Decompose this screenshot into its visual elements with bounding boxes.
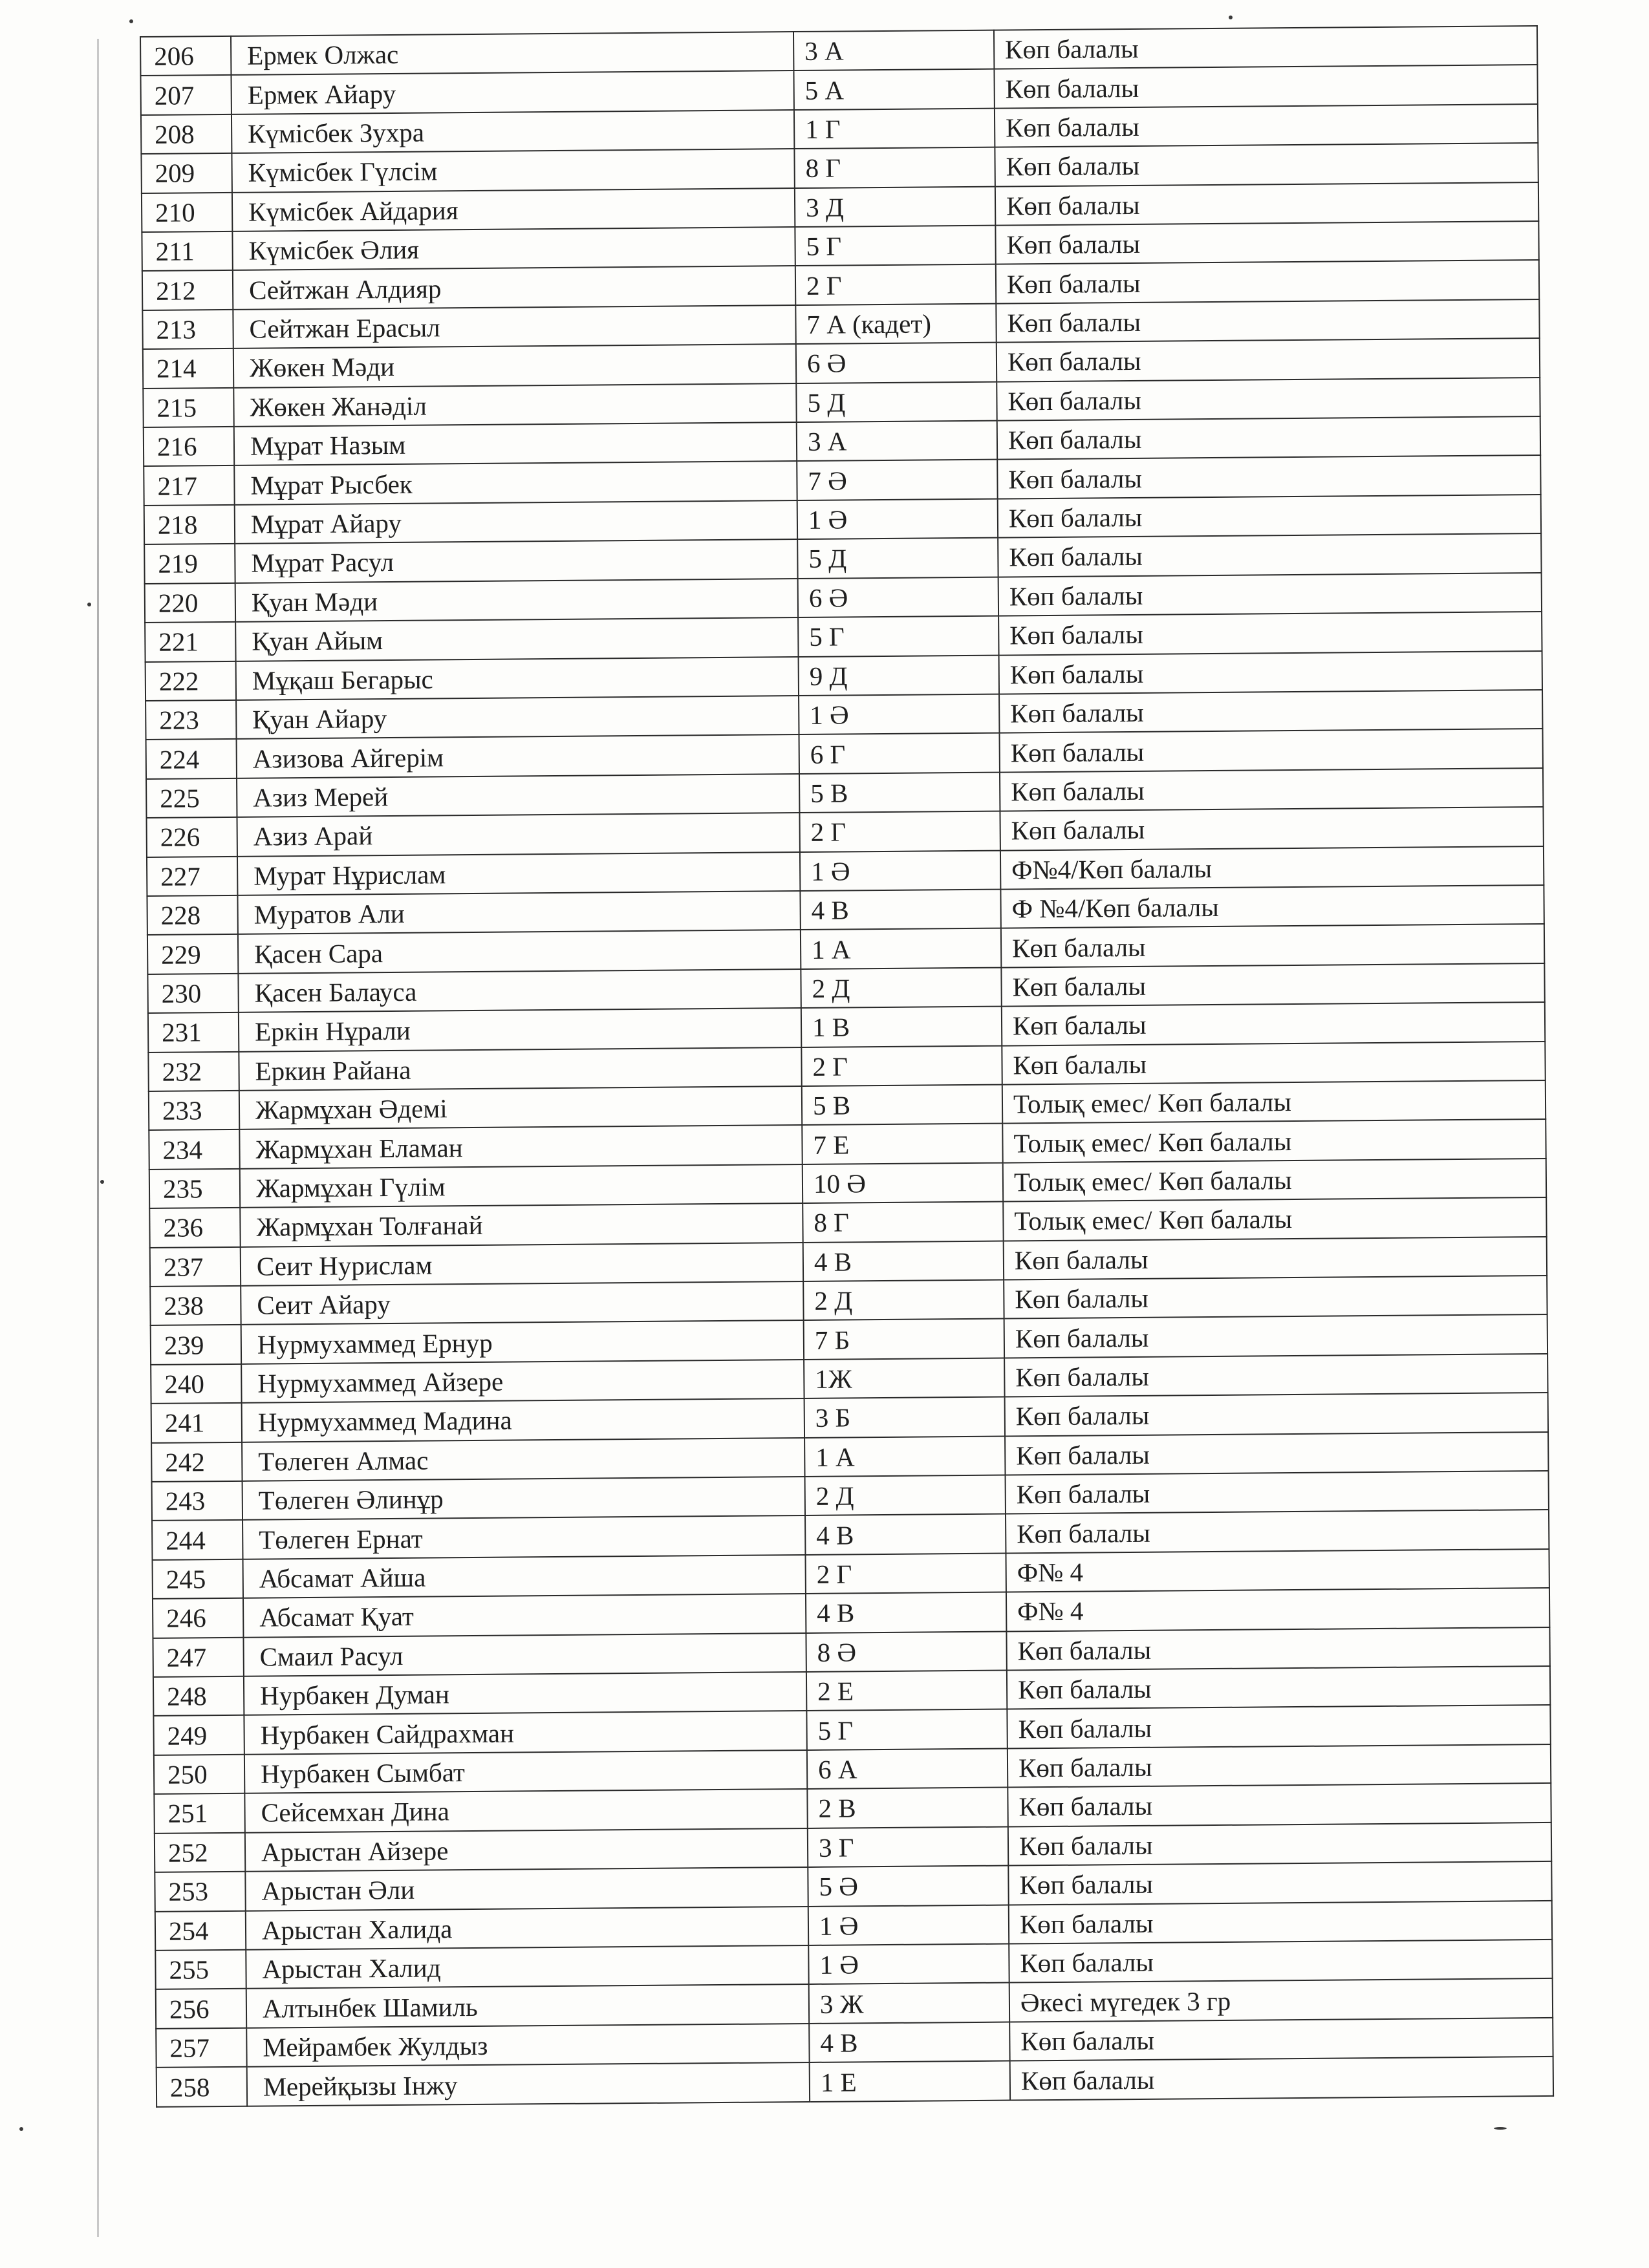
student-name-cell: Қуан Мәди	[235, 579, 798, 622]
row-number-cell: 249	[153, 1715, 244, 1755]
student-name-cell: Нурмухаммед Мадина	[242, 1398, 804, 1442]
class-cell: 2 Е	[806, 1671, 1007, 1711]
status-cell: Көп балалы	[997, 378, 1540, 421]
status-cell: Көп балалы	[1000, 768, 1543, 811]
class-cell: 2 Г	[795, 264, 996, 305]
student-name-cell: Муратов Али	[237, 891, 800, 934]
row-number-cell: 230	[147, 974, 238, 1014]
status-cell: Көп балалы	[995, 182, 1538, 226]
class-cell: 8 Г	[803, 1202, 1003, 1243]
status-cell: Көп балалы	[1004, 1237, 1547, 1280]
scan-speck	[129, 19, 133, 23]
status-cell: Көп балалы	[1005, 1393, 1548, 1436]
class-cell: 4 В	[800, 890, 1000, 930]
student-name-cell: Арыстан Әли	[245, 1867, 808, 1910]
status-cell: Көп балалы	[1008, 1744, 1551, 1788]
class-cell: 6 Ә	[798, 577, 998, 617]
row-number-cell: 221	[145, 622, 235, 662]
scan-speck	[1494, 2127, 1507, 2130]
row-number-cell: 208	[141, 114, 232, 155]
status-cell: Толық емес/ Көп балалы	[1002, 1080, 1546, 1124]
student-name-cell: Қасен Балауса	[238, 969, 801, 1012]
row-number-cell: 213	[142, 310, 233, 350]
status-cell: Көп балалы	[997, 338, 1540, 381]
student-name-cell: Жөкен Жанәділ	[233, 383, 796, 427]
student-name-cell: Ермек Олжас	[231, 32, 793, 75]
student-name-cell: Нурбакен Думан	[244, 1672, 806, 1715]
status-cell: Көп балалы	[1004, 1354, 1547, 1397]
status-cell: Көп балалы	[995, 104, 1538, 147]
class-cell: 5 Г	[795, 226, 995, 266]
scan-speck	[87, 603, 91, 606]
class-cell: 6 Г	[799, 733, 1000, 774]
status-cell: Толық емес/ Көп балалы	[1003, 1197, 1546, 1241]
row-number-cell: 246	[153, 1598, 243, 1638]
class-cell: 1 Ә	[808, 1905, 1009, 1945]
class-cell: 6 А	[807, 1748, 1008, 1789]
row-number-cell: 238	[150, 1286, 241, 1326]
status-cell: Көп балалы	[1006, 1510, 1549, 1553]
row-number-cell: 244	[152, 1520, 242, 1560]
status-cell: Көп балалы	[998, 612, 1542, 655]
student-name-cell: Арыстан Халида	[246, 1906, 808, 1949]
class-cell: 4 В	[806, 1592, 1006, 1633]
status-cell: Көп балалы	[1002, 1042, 1545, 1085]
student-name-cell: Алтынбек Шамиль	[246, 1984, 809, 2027]
status-cell: Көп балалы	[997, 416, 1540, 460]
class-cell: 3 А	[793, 30, 994, 71]
class-cell: 1 В	[801, 1007, 1002, 1047]
class-cell: 1 А	[801, 928, 1001, 969]
row-number-cell: 255	[155, 1950, 246, 1990]
status-cell: Толық емес/ Көп балалы	[1002, 1119, 1546, 1162]
scan-page-edge	[97, 39, 99, 2237]
row-number-cell: 257	[156, 2028, 246, 2068]
student-name-cell: Арыстан Айзере	[245, 1828, 808, 1872]
class-cell: 3 Б	[804, 1397, 1005, 1438]
class-cell: 2 Г	[799, 811, 1000, 852]
row-number-cell: 206	[140, 36, 231, 76]
class-cell: 5 Г	[806, 1709, 1007, 1750]
student-name-cell: Мерейқызы Інжу	[247, 2062, 810, 2106]
row-number-cell: 228	[147, 895, 237, 936]
row-number-cell: 229	[147, 934, 238, 974]
status-cell: Көп балалы	[996, 299, 1539, 343]
row-number-cell: 251	[154, 1793, 244, 1834]
student-name-cell: Қуан Айару	[236, 696, 799, 739]
status-cell: Көп балалы	[1009, 1900, 1552, 1943]
row-number-cell: 225	[146, 778, 237, 818]
status-cell: Көп балалы	[1008, 1783, 1551, 1826]
row-number-cell: 220	[145, 583, 235, 623]
row-number-cell: 240	[151, 1364, 241, 1404]
row-number-cell: 216	[144, 427, 234, 467]
student-name-cell: Мұрат Рысбек	[234, 462, 797, 505]
status-cell: Әкесі мүгедек 3 гр	[1009, 1978, 1553, 2022]
student-name-cell: Күмісбек Зухра	[232, 110, 794, 153]
class-cell: 2 Д	[803, 1280, 1004, 1321]
class-cell: 7 Е	[802, 1124, 1002, 1164]
status-cell: Көп балалы	[1000, 807, 1543, 850]
class-cell: 1 А	[804, 1436, 1005, 1477]
status-cell: Көп балалы	[1004, 1276, 1547, 1319]
row-number-cell: 214	[143, 348, 233, 389]
class-cell: 7 Ә	[797, 460, 997, 500]
row-number-cell: 209	[141, 153, 232, 193]
row-number-cell: 217	[144, 465, 234, 506]
student-name-cell: Нурмухаммед Айзере	[241, 1360, 804, 1403]
row-number-cell: 235	[149, 1169, 240, 1209]
status-cell: Көп балалы	[1006, 1471, 1549, 1514]
class-cell: 10 Ә	[803, 1162, 1003, 1203]
student-list-table	[140, 25, 1554, 2108]
student-name-cell: Мұқаш Бегарыс	[236, 657, 799, 700]
student-name-cell: Сеит Айару	[241, 1281, 803, 1325]
status-cell: Көп балалы	[998, 573, 1542, 616]
class-cell: 5 А	[793, 69, 994, 110]
class-cell: 1 Ә	[808, 1943, 1009, 1984]
status-cell: Көп балалы	[998, 533, 1541, 577]
row-number-cell: 219	[144, 544, 235, 584]
student-name-cell: Мұрат Назым	[234, 422, 797, 465]
status-cell: Көп балалы	[1006, 1627, 1549, 1671]
status-cell: Көп балалы	[1008, 1861, 1551, 1905]
scan-speck	[1229, 16, 1233, 19]
class-cell: 5 Д	[797, 538, 998, 579]
row-number-cell: 258	[156, 2067, 247, 2107]
row-number-cell: 256	[156, 1989, 246, 2029]
student-name-cell: Мурат Нұрислам	[237, 852, 800, 895]
status-cell: Көп балалы	[995, 143, 1538, 186]
class-cell: 1 Е	[810, 2061, 1010, 2102]
class-cell: 3 А	[797, 421, 997, 462]
class-cell: 1 Ә	[797, 498, 998, 539]
row-number-cell: 224	[146, 739, 237, 779]
student-name-cell: Нурмухаммед Ернур	[241, 1320, 804, 1364]
row-number-cell: 231	[148, 1012, 239, 1053]
student-name-cell: Күмісбек Әлия	[232, 227, 795, 270]
status-cell: Көп балалы	[1005, 1432, 1548, 1475]
row-number-cell: 210	[142, 193, 232, 233]
class-cell: 7 Б	[804, 1319, 1004, 1360]
row-number-cell: 232	[148, 1051, 239, 1091]
student-name-cell: Мейрамбек Жулдыз	[246, 2024, 809, 2067]
student-name-cell: Ермек Айару	[231, 70, 793, 114]
row-number-cell: 245	[153, 1559, 243, 1599]
class-cell: 2 Д	[805, 1475, 1006, 1516]
row-number-cell: 239	[151, 1325, 241, 1365]
status-cell: Көп балалы	[997, 455, 1540, 498]
status-cell: Көп балалы	[1010, 2057, 1553, 2100]
status-cell: Көп балалы	[1007, 1666, 1550, 1709]
status-cell: Көп балалы	[1009, 2018, 1553, 2061]
student-name-cell: Жармұхан Әдемі	[239, 1086, 802, 1129]
class-cell: 8 Г	[794, 147, 995, 188]
status-cell: Көп балалы	[1009, 1940, 1552, 1983]
row-number-cell: 241	[151, 1403, 242, 1443]
student-name-cell: Абсамат Қуат	[243, 1594, 806, 1637]
student-name-cell: Сейсемхан Дина	[244, 1789, 807, 1832]
row-number-cell: 233	[149, 1091, 239, 1131]
row-number-cell: 207	[140, 75, 231, 115]
status-cell: Көп балалы	[1007, 1705, 1550, 1748]
student-name-cell: Абсамат Айша	[243, 1555, 806, 1598]
class-cell: 2 Г	[805, 1553, 1006, 1594]
student-name-cell: Қуан Айым	[235, 617, 798, 661]
status-cell: Ф№ 4	[1006, 1549, 1549, 1592]
row-number-cell: 215	[143, 388, 233, 428]
row-number-cell: 243	[152, 1481, 242, 1521]
row-number-cell: 211	[142, 231, 232, 272]
status-cell: Көп балалы	[1000, 729, 1543, 772]
student-name-cell: Қасен Сара	[238, 930, 801, 973]
row-number-cell: 212	[142, 270, 233, 310]
status-cell: Толық емес/ Көп балалы	[1003, 1159, 1546, 1202]
student-name-cell: Жармұхан Еламан	[239, 1125, 802, 1168]
student-name-cell: Сеит Нурислам	[241, 1243, 803, 1286]
status-cell: Көп балалы	[996, 260, 1539, 303]
class-cell: 3 Ж	[809, 1983, 1009, 2024]
student-name-cell: Жөкен Мәди	[233, 344, 796, 387]
student-name-cell: Күмісбек Гүлсім	[232, 149, 794, 192]
row-number-cell: 247	[153, 1637, 243, 1677]
class-cell: 4 В	[809, 2022, 1009, 2062]
class-cell: 5 В	[802, 1085, 1002, 1126]
class-cell: 1 Ә	[799, 694, 999, 734]
class-cell: 3 Д	[795, 186, 995, 227]
scan-speck	[100, 1180, 104, 1184]
status-cell: Көп балалы	[998, 495, 1541, 538]
student-name-cell: Азиз Мерей	[237, 774, 799, 817]
class-cell: 7 А (кадет)	[795, 303, 996, 344]
student-name-cell: Еркін Нұрали	[239, 1008, 801, 1051]
status-cell: Көп балалы	[1004, 1314, 1547, 1358]
class-cell: 8 Ә	[806, 1631, 1006, 1672]
status-cell: Көп балалы	[999, 650, 1542, 694]
class-cell: 1 Г	[794, 108, 995, 149]
class-cell: 5 Д	[796, 381, 997, 422]
class-cell: 9 Д	[799, 655, 999, 696]
student-name-cell: Сейтжан Ерасыл	[233, 305, 795, 348]
status-cell: Көп балалы	[1001, 924, 1544, 967]
row-number-cell: 248	[153, 1676, 244, 1717]
student-name-cell: Жармұхан Толғанай	[240, 1203, 803, 1246]
student-name-cell: Азиз Арай	[237, 813, 799, 856]
student-name-cell: Смаил Расул	[243, 1633, 806, 1676]
document-table-wrapper	[140, 25, 1553, 2108]
row-number-cell: 254	[155, 1910, 246, 1951]
student-name-cell: Төлеген Әлинұр	[242, 1477, 805, 1520]
class-cell: 4 В	[803, 1241, 1004, 1281]
row-number-cell: 252	[155, 1832, 245, 1872]
class-cell: 6 Ә	[796, 343, 997, 383]
student-name-cell: Жармұхан Гүлім	[240, 1164, 803, 1208]
student-name-cell: Төлеген Ернат	[242, 1515, 805, 1559]
status-cell: Көп балалы	[1001, 963, 1544, 1007]
row-number-cell: 222	[146, 661, 236, 701]
status-cell: Көп балалы	[994, 65, 1537, 108]
status-cell: Ф№ 4	[1006, 1588, 1549, 1631]
student-name-cell: Нурбакен Сымбат	[244, 1750, 807, 1793]
status-cell: Көп балалы	[994, 26, 1537, 69]
status-cell: Ф№4/Көп балалы	[1000, 846, 1544, 890]
class-cell: 1 Ә	[800, 850, 1000, 891]
student-list-body	[140, 26, 1553, 2107]
student-name-cell: Нурбакен Сайдрахман	[244, 1711, 806, 1754]
row-number-cell: 234	[149, 1129, 239, 1170]
row-number-cell: 250	[154, 1755, 244, 1795]
student-name-cell: Еркин Райана	[239, 1047, 801, 1091]
row-number-cell: 227	[147, 856, 237, 896]
class-cell: 5 Г	[798, 616, 998, 657]
student-name-cell: Азизова Айгерім	[237, 734, 799, 778]
row-number-cell: 242	[151, 1442, 242, 1482]
student-name-cell: Мұрат Расул	[235, 539, 797, 583]
class-cell: 2 Д	[801, 967, 1001, 1008]
class-cell: 3 Г	[808, 1826, 1008, 1867]
status-cell: Көп балалы	[999, 690, 1542, 733]
class-cell: 5 В	[799, 772, 1000, 813]
student-name-cell: Мұрат Айару	[235, 500, 797, 544]
row-number-cell: 237	[150, 1246, 241, 1287]
row-number-cell: 223	[146, 700, 236, 740]
status-cell: Ф №4/Көп балалы	[1000, 885, 1544, 928]
class-cell: 2 Г	[801, 1045, 1002, 1086]
status-cell: Көп балалы	[995, 221, 1538, 264]
row-number-cell: 236	[149, 1208, 240, 1248]
row-number-cell: 218	[144, 505, 235, 545]
student-name-cell: Арыстан Халид	[246, 1945, 808, 1989]
status-cell: Көп балалы	[1008, 1823, 1551, 1866]
status-cell: Көп балалы	[1002, 1002, 1545, 1045]
scan-speck	[19, 2127, 23, 2131]
class-cell: 2 В	[807, 1788, 1008, 1828]
student-name-cell: Төлеген Алмас	[242, 1438, 804, 1481]
student-name-cell: Сейтжан Алдияр	[233, 266, 795, 309]
row-number-cell: 226	[146, 817, 237, 857]
class-cell: 1Ж	[804, 1358, 1004, 1398]
student-name-cell: Күмісбек Айдария	[232, 188, 795, 231]
row-number-cell: 253	[155, 1872, 245, 1912]
class-cell: 5 Ә	[808, 1866, 1008, 1907]
class-cell: 4 В	[805, 1514, 1006, 1555]
